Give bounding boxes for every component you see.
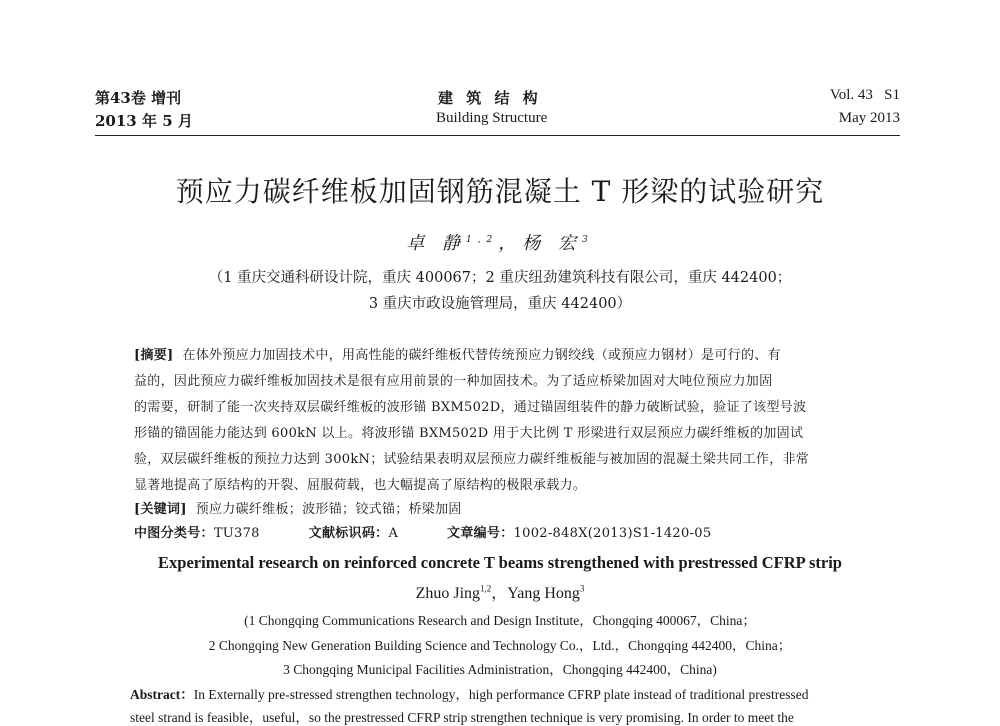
- journal-date-cn: 2013 年 5 月: [95, 112, 193, 130]
- paper-title-cn: 预应力碳纤维板加固钢筋混凝土 T 形梁的试验研究: [175, 175, 825, 208]
- affiliation-line-3-en: 3 Chongqing Municipal Facilities Administration，Chongqing 442400，China): [283, 662, 717, 677]
- journal-date-en: May 2013: [838, 110, 900, 126]
- keywords-text-cn: 预应力碳纤维板；波形锚；铰式锚；桥梁加固: [195, 502, 462, 517]
- clc-value: TU378: [213, 526, 260, 541]
- author-2-affil-cn: 3: [582, 235, 594, 245]
- abstract-cn-line-2: 益的，因此预应力碳纤维板加固技术是很有应用前景的一种加固技术。为了适应桥梁加固对大吨位预应力加固: [134, 374, 773, 389]
- keywords-cn: [134, 498, 462, 517]
- abstract-cn-line-6: 显著地提高了原结构的开裂、屈服荷载，也大幅提高了原结构的极限承载力。: [134, 478, 587, 493]
- abstract-en-text-1: In Externally pre-stressed strengthen technology，high performance CFRP plate instead of traditional prestressed: [193, 687, 809, 702]
- affiliation-line-2-en: 2 Chongqing New Generation Building Science and Technology Co.，Ltd.，Chongqing 442400，China；: [208, 638, 792, 653]
- author-2-en: Yang Hong: [507, 585, 580, 602]
- keywords-label-cn: [关键词]: [134, 502, 187, 517]
- author-1-cn: 卓 静: [406, 233, 466, 254]
- journal-name-en: Building Structure: [436, 110, 548, 126]
- author-separator-cn: ，: [498, 233, 523, 254]
- article-number-value: 1002-848X(2013)S1-1420-05: [513, 526, 712, 541]
- abstract-cn-line-3: 的需要，研制了能一次夹持双层碳纤维板的波形锚 BXM502D，通过锚固组装件的静力破断试验，验证了该型号波: [134, 400, 807, 415]
- journal-volume-en: Vol. 43 S1: [829, 87, 900, 103]
- classification-line: [134, 522, 711, 541]
- author-1-affil-en: 1,2: [480, 583, 492, 594]
- author-1-en: Zhuo Jing: [415, 585, 481, 602]
- header-rule: [95, 135, 900, 136]
- author-separator-en: ，: [491, 585, 508, 602]
- doc-code-label: 文献标识码：: [308, 526, 389, 541]
- doc-code-value: A: [388, 526, 399, 541]
- author-1-affil-cn: 1,2: [465, 235, 499, 245]
- author-2-cn: 杨 宏: [522, 233, 583, 254]
- abstract-label-en: Abstract：: [130, 687, 194, 702]
- abstract-en-line-2: steel strand is feasible，useful，so the prestressed CFRP strip strengthen technique is very promising. In order to meet the: [130, 710, 794, 725]
- journal-name-cn: 建 筑 结 构: [438, 89, 542, 107]
- authors-cn: [0, 229, 1000, 255]
- author-2-affil-en: 3: [579, 583, 585, 594]
- abstract-cn-line-4: 形锚的锚固能力能达到 600kN 以上。将波形锚 BXM502D 用于大比例 T 形梁进行双层预应力碳纤维板的加固试: [134, 426, 804, 441]
- abstract-cn-text-1: 在体外预应力加固技术中，用高性能的碳纤维板代替传统预应力钢绞线（或预应力钢材）是可行的、有: [182, 348, 781, 363]
- paper-title-en: Experimental research on reinforced concrete T beams strengthened with prestressed CFRP strip: [158, 553, 842, 572]
- affiliation-line-2-cn: 3 重庆市政设施管理局，重庆 442400）: [368, 296, 632, 312]
- abstract-label-cn: [摘要]: [134, 348, 174, 363]
- article-number-label: 文章编号：: [447, 526, 514, 541]
- affiliation-line-1-en: (1 Chongqing Communications Research and Design Institute，Chongqing 400067，China；: [244, 613, 756, 628]
- clc-label: 中图分类号：: [134, 526, 214, 541]
- affiliation-line-1-cn: （1 重庆交通科研设计院，重庆 400067；2 重庆纽劲建筑科技有限公司，重庆 442400；: [208, 270, 792, 286]
- abstract-en-line-1: [130, 683, 808, 703]
- abstract-cn-line-1: [134, 344, 781, 363]
- authors-en: [0, 580, 1000, 603]
- journal-volume-cn: 第43卷 增刊: [95, 89, 182, 107]
- abstract-cn-line-5: 验，双层碳纤维板的预拉力达到 300kN；试验结果表明双层预应力碳纤维板能与被加固的混凝土梁共同工作，非常: [134, 452, 810, 467]
